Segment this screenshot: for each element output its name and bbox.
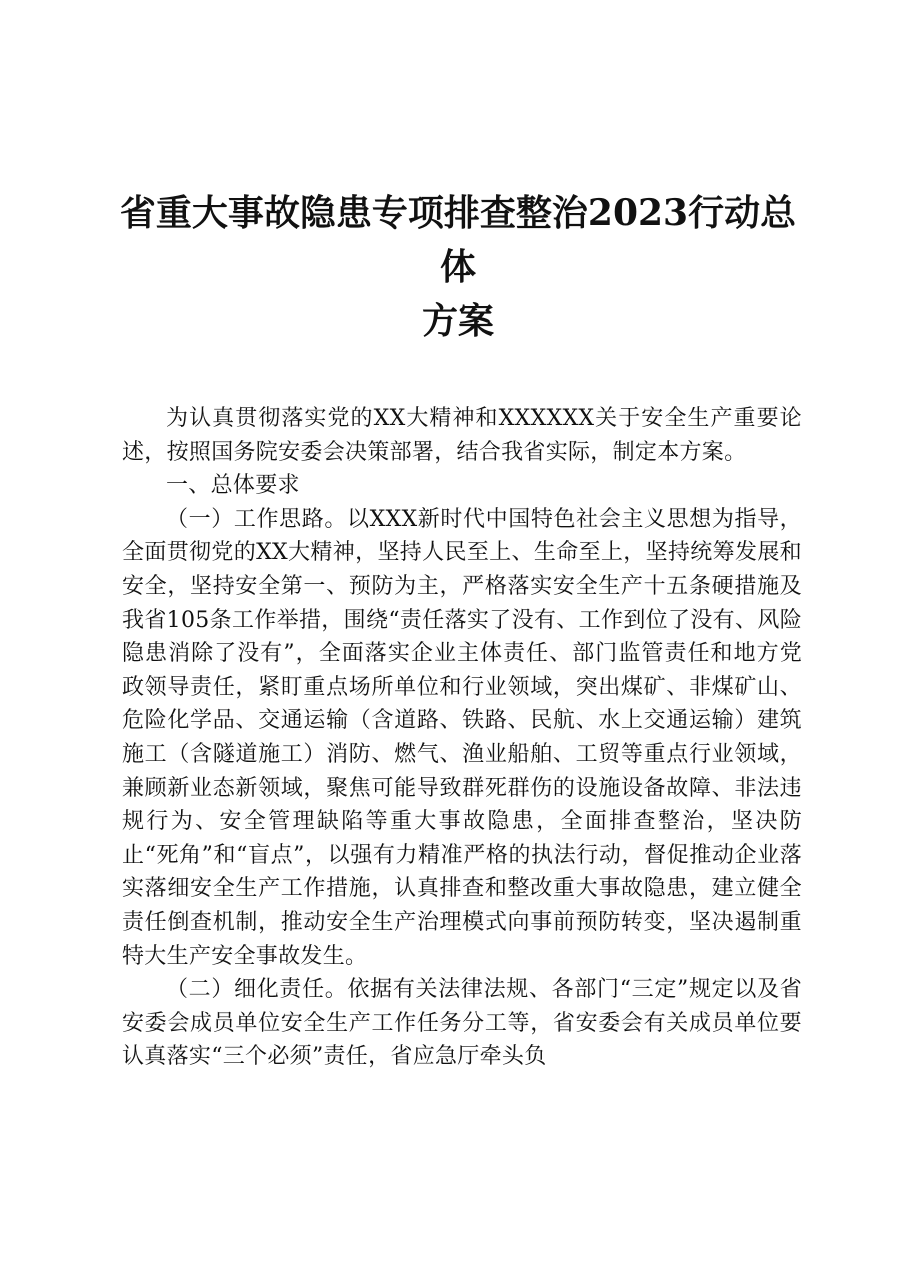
document-title [118, 186, 798, 348]
paragraph-refine-responsibility: （二）细化责任。依据有关法律法规、各部门“三定”规定以及省安委会成员单位安全生产工作任务分工等，省安委会有关成员单位要认真落实“三个必须”责任，省应急厅牵头负 [122, 977, 802, 1070]
document-body [122, 402, 802, 1074]
paragraph-work-approach: （一）工作思路。以XXX新时代中国特色社会主义思想为指导，全面贯彻党的XX大精神，坚持人民至上、生命至上，坚持统筹发展和安全，坚持安全第一、预防为主，严格落实安全生产十五条硬措施及我省105条工作举措，围绕“责任落实了没有、工作到位了没有、风险隐患消除了没有”，全面落实企业主体责任、部门监管责任和地方党政领导责任，紧盯重点场所单位和行业领域，突出煤矿、非煤矿山、危险化学品、交通运输（含道路、铁路、民航、水上交通运输）建筑施工（含隧道施工）消防、燃气、渔业船舶、工贸等重点行业领域，兼顾新业态新领域，聚焦可能导致群死群伤的设施设备故障、非法违规行为、安全管理缺陷等重大事故隐患，全面排查整治，坚决防止“死角”和“盲点”，以强有力精准严格的执法行动，督促推动企业落实落细安全生产工作措施，认真排查和整改重大事故隐患，建立健全责任倒查机制，推动安全生产治理模式向事前预防转变，坚决遏制重特大生产安全事故发生。 [122, 506, 802, 969]
document-title-line-1: 省重大事故隐患专项排查整治2023行动总体 [119, 192, 797, 288]
document-title-line-2: 方案 [421, 300, 494, 342]
intro-paragraph: 为认真贯彻落实党的XX大精神和XXXXXX关于安全生产重要论述，按照国务院安委会决策部署，结合我省实际，制定本方案。 [122, 406, 802, 465]
section-heading-general-requirements: 一、总体要求 [166, 473, 300, 499]
